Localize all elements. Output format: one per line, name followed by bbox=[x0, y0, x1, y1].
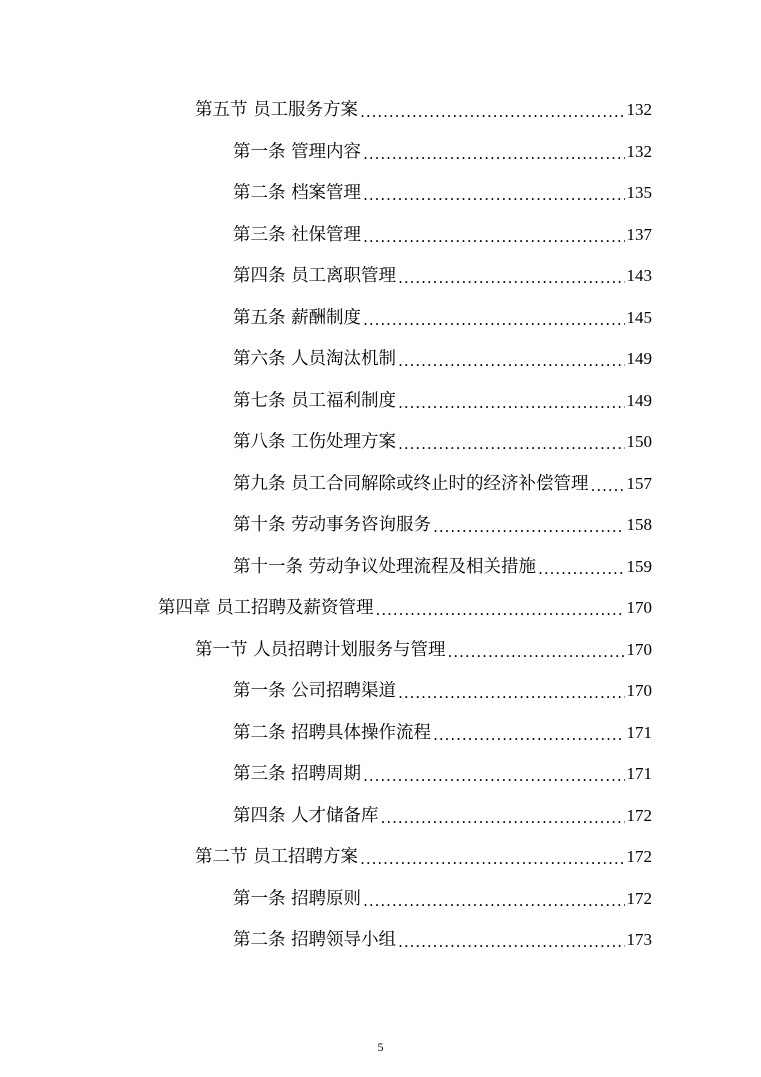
toc-dot-leader bbox=[538, 549, 624, 589]
toc-entry-page: 137 bbox=[626, 224, 652, 244]
toc-entry[interactable] bbox=[195, 630, 652, 670]
toc-dot-leader bbox=[591, 466, 625, 506]
toc-entry[interactable] bbox=[233, 713, 652, 753]
toc-entry[interactable] bbox=[233, 339, 652, 379]
toc-entry-page: 170 bbox=[626, 598, 652, 617]
toc-entry-title: 第二条 招聘领导小组 bbox=[233, 930, 397, 950]
toc-dot-leader bbox=[398, 341, 624, 381]
toc-entry[interactable] bbox=[233, 256, 652, 296]
toc-dot-leader bbox=[381, 798, 625, 838]
toc-dot-leader bbox=[448, 632, 625, 672]
toc-entry-page: 159 bbox=[626, 556, 652, 576]
toc-entry-title: 第二条 招聘具体操作流程 bbox=[233, 722, 432, 743]
toc-entry-page: 145 bbox=[626, 307, 652, 327]
toc-entry-title: 第二条 档案管理 bbox=[233, 183, 362, 203]
toc-entry-page: 149 bbox=[626, 349, 652, 368]
toc-entry[interactable] bbox=[233, 215, 652, 255]
toc-entry-page: 172 bbox=[626, 847, 652, 866]
toc-entry[interactable] bbox=[158, 588, 652, 628]
toc-entry-title: 第六条 人员淘汰机制 bbox=[233, 349, 397, 369]
toc-dot-leader bbox=[360, 92, 624, 132]
toc-entry[interactable] bbox=[233, 505, 652, 545]
toc-entry-page: 157 bbox=[626, 473, 652, 493]
toc-entry[interactable] bbox=[233, 547, 652, 587]
toc-entry[interactable] bbox=[233, 920, 652, 960]
toc-entry-title: 第三条 招聘周期 bbox=[233, 764, 362, 784]
toc-entry[interactable] bbox=[195, 837, 652, 877]
toc-dot-leader bbox=[398, 922, 624, 962]
page-number: 5 bbox=[377, 1040, 384, 1054]
toc-entry-page: 173 bbox=[626, 930, 652, 949]
toc-dot-leader bbox=[433, 715, 624, 755]
toc-dot-leader bbox=[433, 507, 624, 547]
toc-entry[interactable] bbox=[233, 173, 652, 213]
toc-entry-title: 第二节 员工招聘方案 bbox=[195, 847, 359, 867]
toc-dot-leader bbox=[363, 756, 624, 796]
toc-dot-leader bbox=[363, 175, 624, 215]
toc-entry-page: 171 bbox=[626, 722, 652, 742]
toc-entry-page: 132 bbox=[626, 141, 652, 161]
toc-entry-title: 第十条 劳动事务咨询服务 bbox=[233, 515, 432, 535]
toc-entry-title: 第三条 社保管理 bbox=[233, 224, 362, 245]
toc-entry[interactable] bbox=[233, 754, 652, 794]
toc-entry[interactable] bbox=[233, 422, 652, 462]
toc-dot-leader bbox=[398, 673, 624, 713]
toc-entry-title: 第一条 公司招聘渠道 bbox=[233, 681, 397, 701]
toc-entry[interactable] bbox=[233, 879, 652, 919]
toc-entry-page: 135 bbox=[626, 183, 652, 202]
toc-entry[interactable] bbox=[195, 90, 652, 130]
toc-entry-page: 158 bbox=[626, 515, 652, 534]
toc-entry-page: 150 bbox=[626, 432, 652, 451]
toc-entry-title: 第一节 人员招聘计划服务与管理 bbox=[195, 639, 446, 660]
toc-entry-title: 第八条 工伤处理方案 bbox=[233, 432, 397, 452]
toc-entry-page: 172 bbox=[626, 888, 652, 908]
toc-dot-leader bbox=[376, 590, 625, 630]
toc-dot-leader bbox=[360, 839, 624, 879]
toc-entry-title: 第五节 员工服务方案 bbox=[195, 100, 359, 120]
toc-entry[interactable] bbox=[233, 381, 652, 421]
toc-dot-leader bbox=[398, 383, 624, 423]
toc-entry[interactable] bbox=[233, 796, 652, 836]
toc-entry-title: 第四条 人才储备库 bbox=[233, 805, 379, 826]
toc-dot-leader bbox=[363, 881, 624, 921]
toc-entry-page: 149 bbox=[626, 390, 652, 410]
toc-dot-leader bbox=[398, 424, 624, 464]
toc-entry-page: 171 bbox=[626, 764, 652, 783]
toc-entry[interactable] bbox=[233, 298, 652, 338]
toc-entry-title: 第一条 招聘原则 bbox=[233, 888, 362, 909]
toc-dot-leader bbox=[398, 258, 624, 298]
toc-dot-leader bbox=[363, 217, 624, 257]
toc-entry-title: 第十一条 劳动争议处理流程及相关措施 bbox=[233, 556, 537, 577]
toc-entry-page: 143 bbox=[626, 266, 652, 285]
toc-entry-title: 第七条 员工福利制度 bbox=[233, 390, 397, 411]
toc-entry[interactable] bbox=[233, 671, 652, 711]
toc-dot-leader bbox=[363, 134, 624, 174]
toc-entry-page: 170 bbox=[626, 681, 652, 700]
toc-entry-page: 132 bbox=[626, 100, 652, 119]
toc-entry-page: 172 bbox=[626, 805, 652, 825]
toc-entry-title: 第四章 员工招聘及薪资管理 bbox=[158, 598, 374, 618]
toc-entry-title: 第九条 员工合同解除或终止时的经济补偿管理 bbox=[233, 473, 589, 494]
toc-entry[interactable] bbox=[233, 132, 652, 172]
toc-entry-page: 170 bbox=[626, 639, 652, 659]
toc-entry[interactable] bbox=[233, 464, 652, 504]
toc-entry-title: 第五条 薪酬制度 bbox=[233, 307, 362, 328]
toc-dot-leader bbox=[363, 300, 624, 340]
toc-entry-title: 第一条 管理内容 bbox=[233, 141, 362, 162]
toc-entry-title: 第四条 员工离职管理 bbox=[233, 266, 397, 286]
